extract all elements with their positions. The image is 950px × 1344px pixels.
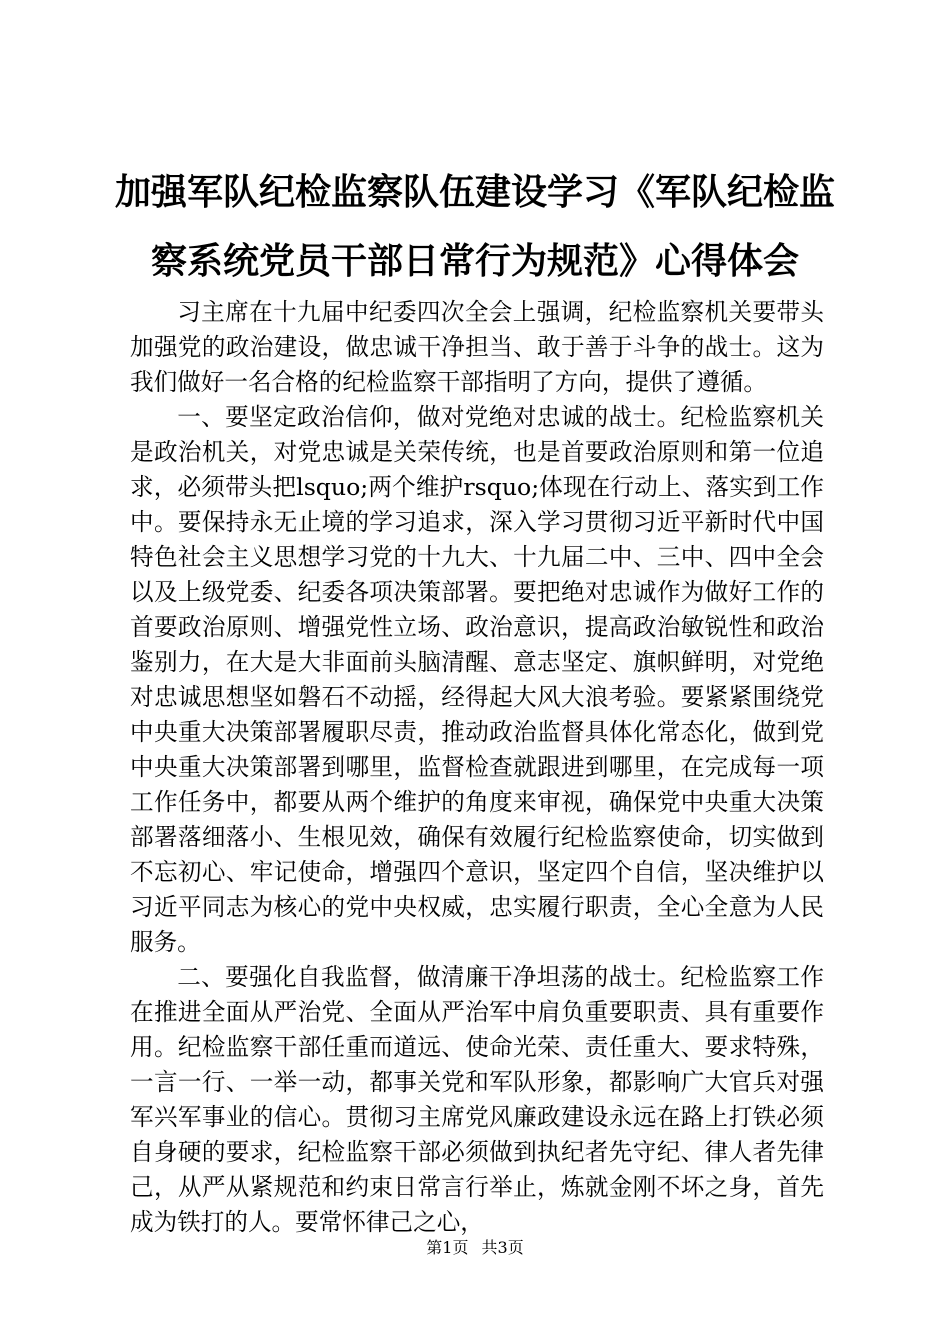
paragraph-section-2: 二、要强化自我监督，做清廉干净坦荡的战士。纪检监察工作在推进全面从严治党、全面从严治军中肩负重要职责、具有重要作用。纪检监察干部任重而道远、使命光荣、责任重大、要求特殊，一言一行、一举一动，都事关党和军队形象，都影响广大官兵对强军兴军事业的信心。贯彻习主席党风廉政建设永远在路上打铁必须自身硬的要求，纪检监察干部必须做到执纪者先守纪、律人者先律己，从严从紧规范和约束日常言行举止，炼就金刚不坏之身，首先成为铁打的人。要常怀律己之心， <box>130 963 824 1236</box>
document-title: 加强军队纪检监察队伍建设学习《军队纪检监察系统党员干部日常行为规范》心得体会 <box>114 171 835 282</box>
page-number: 第1页 <box>426 1238 469 1257</box>
paragraph-intro: 习主席在十九届中纪委四次全会上强调，纪检监察机关要带头加强党的政治建设，做忠诚干净担当、敢于善于斗争的战士。这为我们做好一名合格的纪检监察干部指明了方向，提供了遵循。 <box>130 298 824 396</box>
page-total: 共3页 <box>481 1238 524 1257</box>
paragraph-section-1: 一、要坚定政治信仰，做对党绝对忠诚的战士。纪检监察机关是政治机关，对党忠诚是关荣传统，也是首要政治原则和第一位追求，必须带头把lsquo;两个维护rsquo;体现在行动上、落实到工作中。要保持永无止境的学习追求，深入学习贯彻习近平新时代中国特色社会主义思想学习党的十九大、十九届二中、三中、四中全会以及上级党委、纪委各项决策部署。要把绝对忠诚作为做好工作的首要政治原则、增强党性立场、政治意识，提高政治敏锐性和政治鉴别力，在大是大非面前头脑清醒、意志坚定、旗帜鲜明，对党绝对忠诚思想坚如磐石不动摇，经得起大风大浪考验。要紧紧围绕党中央重大决策部署履职尽责，推动政治监督具体化常态化，做到党中央重大决策部署到哪里，监督检查就跟进到哪里，在完成每一项工作任务中，都要从两个维护的角度来审视，确保党中央重大决策部署落细落小、生根见效，确保有效履行纪检监察使命，切实做到不忘初心、牢记使命，增强四个意识，坚定四个自信，坚决维护以习近平同志为核心的党中央权威，忠实履行职责，全心全意为人民服务。 <box>130 403 824 956</box>
document-body <box>130 295 824 1240</box>
page-footer <box>0 1238 950 1258</box>
